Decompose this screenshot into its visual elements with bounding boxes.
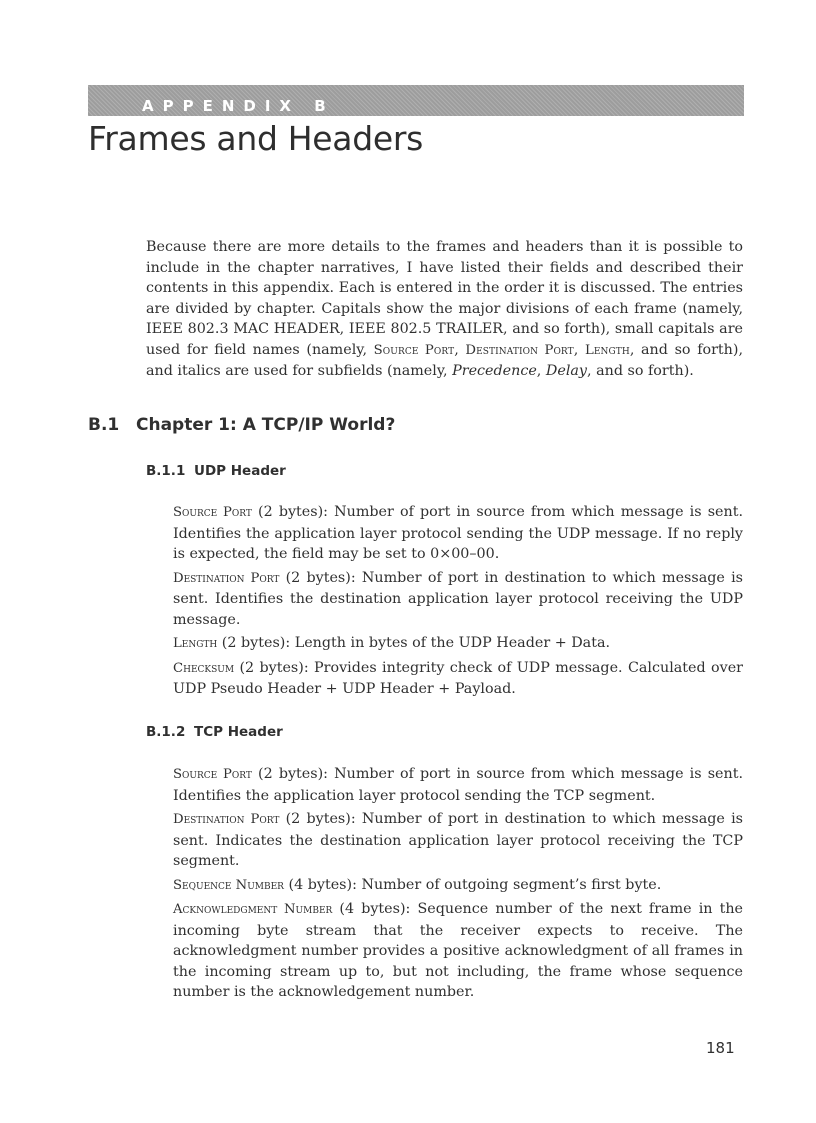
field-entry — [173, 764, 743, 806]
field-entry — [173, 568, 743, 631]
field-description: (2 bytes): Number of port in source from which message is sent. Identifies the application layer protocol sending the UDP message. If no reply is expected, the field may be set to 0×00–00. — [173, 504, 743, 562]
subsection-title: UDP Header — [194, 463, 286, 479]
intro-field-name: Destination Port — [465, 342, 574, 358]
intro-text: Because there are more details to the frames and headers than it is possible to include in the chapter narratives, I have listed their fields and described their contents in this appendix. Each is entered in the order it is discussed. The entries are divided by chapter. Capitals show the major divisions of each frame (namely, IEEE 802.3 MAC HEADER, IEEE 802.5 TRAILER, and so forth), small capitals are used for field names (namely, — [146, 239, 743, 358]
field-name: Checksum — [173, 660, 235, 676]
intro-field-name: Length — [584, 342, 630, 358]
page-title: Frames and Headers — [88, 119, 424, 158]
field-description: (2 bytes): Number of port in destination to which message is sent. Identifies the destination application layer protocol receiving the UDP message. — [173, 569, 743, 628]
field-entry — [173, 658, 743, 700]
subsection-number: B.1.2 — [146, 724, 186, 740]
field-entry — [173, 633, 743, 655]
tcp-subsection-heading — [146, 722, 283, 742]
section-number: B.1 — [88, 415, 120, 435]
intro-paragraph — [146, 237, 743, 382]
field-name: Destination Port — [173, 812, 280, 827]
intro-text: , and so forth), and italics are used for subfields (namely, — [146, 341, 744, 379]
appendix-label: APPENDIX B — [142, 97, 335, 115]
field-description: (2 bytes): Length in bytes of the UDP Header + Data. — [217, 635, 611, 651]
field-description: (4 bytes): Number of outgoing segment’s first byte. — [283, 876, 662, 893]
field-entry — [173, 875, 743, 897]
tcp-field-list — [173, 764, 743, 1006]
udp-subsection-heading — [146, 461, 286, 481]
intro-separator: , — [454, 341, 466, 358]
field-name: Length — [173, 636, 218, 651]
field-name: Source Port — [173, 505, 252, 520]
field-entry — [173, 502, 743, 565]
page-number: 181 — [706, 1039, 735, 1057]
intro-separator: , — [573, 341, 585, 358]
intro-field-name: Source Port — [373, 342, 455, 358]
intro-subfield-name: Delay — [545, 363, 587, 379]
field-name: Acknowledgment Number — [173, 902, 333, 917]
field-name: Destination Port — [173, 570, 280, 586]
field-description: (2 bytes): Provides integrity check of UDP message. Calculated over UDP Pseudo Header + UDP Header + Payload. — [173, 659, 743, 697]
section-heading — [88, 413, 395, 437]
intro-text: , and so forth). — [587, 363, 694, 379]
intro-subfield-name: Precedence — [452, 363, 537, 379]
field-description: (2 bytes): Number of port in source from which message is sent. Identifies the application layer protocol sending the TCP segment. — [173, 766, 743, 804]
intro-separator: , — [536, 363, 546, 379]
section-title: Chapter 1: A TCP/IP World? — [136, 415, 396, 435]
field-description: (4 bytes): Sequence number of the next frame in the incoming byte stream that the receiver expects to receive. The acknowledgment number provides a positive acknowledgment of all frames in the incoming stream up to, but not including, the frame whose sequence number is the acknowledgement number. — [173, 901, 744, 1000]
field-name: Sequence Number — [173, 877, 284, 893]
field-entry — [173, 809, 743, 872]
udp-field-list — [173, 502, 743, 703]
field-entry — [173, 899, 743, 1003]
subsection-title: TCP Header — [194, 724, 283, 740]
field-description: (2 bytes): Number of port in destination to which message is sent. Indicates the destination application layer protocol receiving the TCP segment. — [173, 811, 743, 869]
field-name: Source Port — [173, 767, 252, 782]
subsection-number: B.1.1 — [146, 463, 186, 479]
